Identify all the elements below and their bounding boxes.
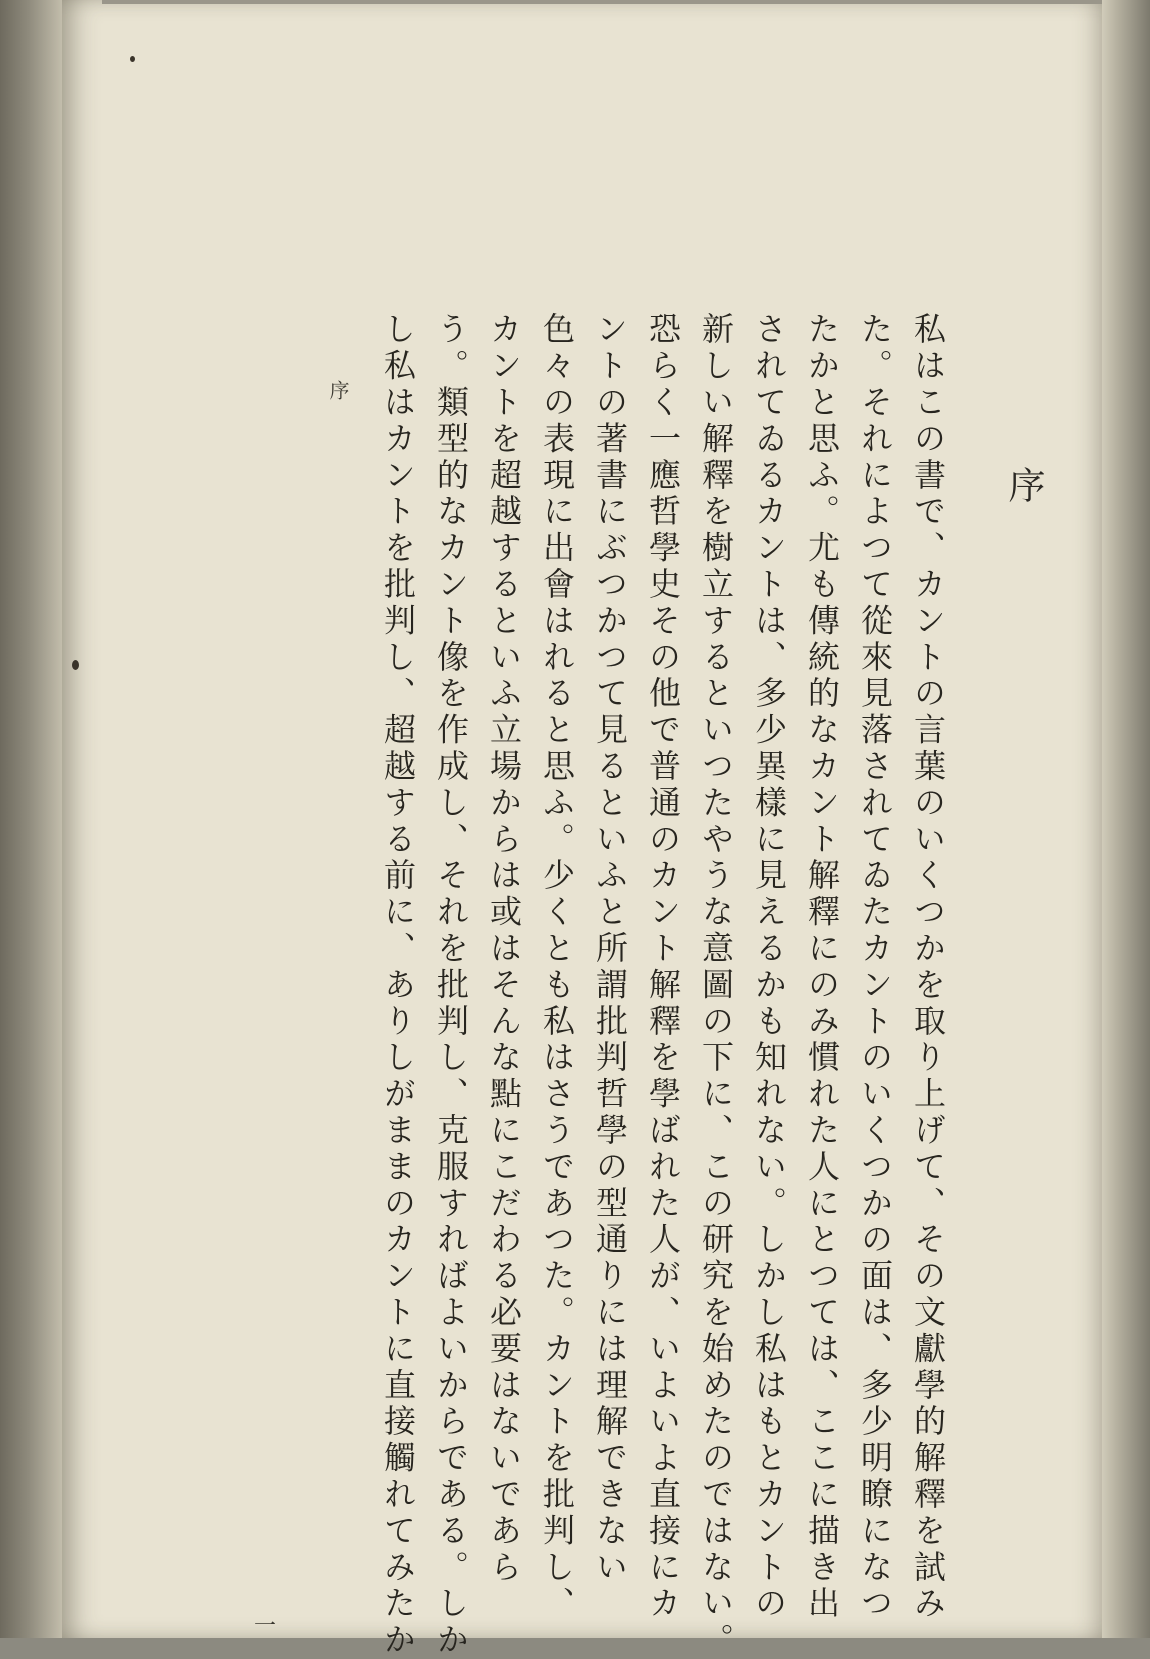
text-column: カントを超越するといふ立場からは或はそんな點にこだわる必要はないであら bbox=[485, 312, 523, 1586]
text-column: た。それによつて從來見落されてゐたカントのいくつかの面は、多少明瞭になつ bbox=[856, 312, 894, 1623]
ink-speck bbox=[130, 56, 135, 62]
page-title: 序 bbox=[1002, 466, 1045, 503]
page-top-edge bbox=[102, 0, 1102, 4]
book-page bbox=[62, 0, 1102, 1659]
page-number: 一 bbox=[254, 1614, 277, 1639]
scan-shadow-left bbox=[0, 0, 70, 1638]
ink-speck bbox=[72, 660, 79, 670]
body-text bbox=[371, 312, 954, 1659]
text-column: 新しい解釋を樹立するといつたやうな意圖の下に、この研究を始めたのではない。 bbox=[697, 312, 735, 1659]
scan-shadow-right bbox=[1098, 0, 1150, 1638]
text-column: 恐らく一應哲學史その他で普通のカント解釋を學ばれた人が、いよいよ直接にカ bbox=[644, 312, 682, 1623]
text-column: 色々の表現に出會はれると思ふ。少くとも私はさうであつた。カントを批判し、 bbox=[538, 312, 576, 1623]
text-column: 私はこの書で、カントの言葉のいくつかを取り上げて、その文獻學的解釋を試み bbox=[909, 312, 947, 1623]
text-column: ントの著書にぶつかつて見るといふと所謂批判哲學の型通りには理解できない bbox=[591, 312, 629, 1586]
text-column: し私はカントを批判し、超越する前に、ありしがままのカントに直接觸れてみたか bbox=[379, 312, 417, 1659]
running-chapter-label: 序 bbox=[326, 380, 350, 400]
text-column: う。類型的なカント像を作成し、それを批判し、克服すればよいからである。しか bbox=[432, 312, 470, 1659]
text-column: されてゐるカントは、多少異樣に見えるかも知れない。しかし私はもとカントの bbox=[750, 312, 788, 1623]
text-column: たかと思ふ。尤も傳統的なカント解釋にのみ慣れた人にとつては、ここに描き出 bbox=[803, 312, 841, 1623]
